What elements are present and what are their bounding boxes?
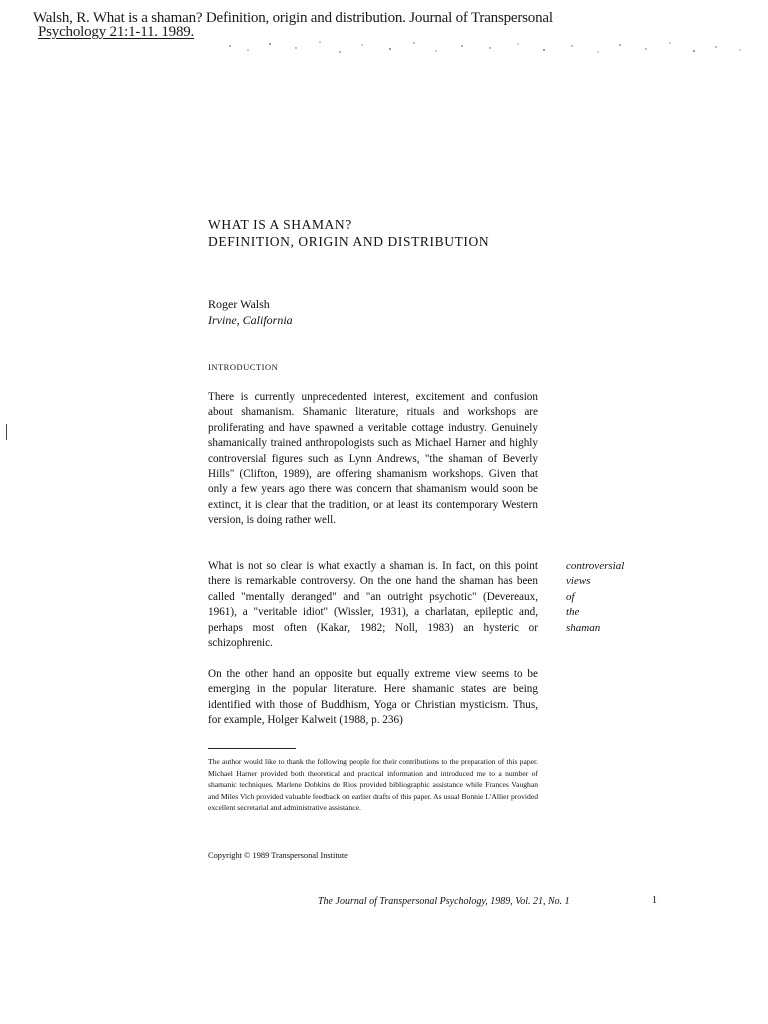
margin-note-line: shaman xyxy=(566,621,601,634)
section-heading: INTRODUCTION xyxy=(208,362,279,372)
author-affiliation: Irvine, California xyxy=(208,313,293,327)
journal-footer: The Journal of Transpersonal Psychology, 1989, Vol. 21, No. 1 xyxy=(318,896,570,907)
page-number: 1 xyxy=(652,895,657,906)
margin-note-line: of xyxy=(566,590,575,603)
article-subtitle: DEFINITION, ORIGIN AND DISTRIBUTION xyxy=(208,234,490,249)
margin-note-line: the xyxy=(566,606,580,619)
scan-edge-mark xyxy=(6,424,7,440)
body-paragraph-1: There is currently unprecedented interest, excitement and confusion about shamanism. Shamanic literature, rituals and workshops are proliferating and have spawned a veritable cottage industry. Genuinely shamanically trained anthropologists such as Michael Harner and highly controversial figures such as Lynn Andrews, "the shaman of Beverly Hills" (Clifton, 1989), are offering shamanism workshops. Given that only a few years ago there was concern that shamanism would soon be extinct, it is clear that the tradition, or at least its contemporary Western version, is doing rather well. xyxy=(208,391,538,527)
acknowledgement-footnote: The author would like to thank the following people for their contributions to the preparation of this paper. Michael Harner provided both theoretical and practical information and introduced me to a number of shamanic techniques. Marlene Dobkins de Rios provided bibliographic assistance while Frances Vaughan and Miles Vich provided valuable feedback on earlier drafts of this paper. As usual Bonnie L'Allier provided excellent secretarial and administrative assistance. xyxy=(208,757,538,813)
citation-line-1: Walsh, R. What is a shaman? Definition, origin and distribution. Journal of Transpersonal xyxy=(33,10,553,26)
article-title: WHAT IS A SHAMAN? xyxy=(208,217,352,232)
footnote-divider xyxy=(208,748,296,749)
author-name: Roger Walsh xyxy=(208,297,270,311)
citation-line-2: Psychology 21:1-11. 1989. xyxy=(38,24,195,40)
body-paragraph-2: What is not so clear is what exactly a shaman is. In fact, on this point there is remarkable controversy. On the one hand the shaman has been called "mentally deranged" and "an outright psychotic" (Devereaux, 1961), a "veritable idiot" (Wissler, 1931), a charlatan, epileptic and, perhaps most often (Kakar, 1982; Noll, 1983) an hysteric or schizophrenic. xyxy=(208,560,538,650)
scan-noise xyxy=(200,36,760,66)
body-paragraph-3: On the other hand an opposite but equally extreme view seems to be emerging in the popular literature. Here shamanic states are being identified with those of Buddhism, Yoga or Christian mysticism. Thus, for example, Holger Kalweit (1988, p. 236) xyxy=(208,668,538,727)
margin-note-line: controversial xyxy=(566,560,625,572)
margin-note-line: views xyxy=(566,575,591,588)
copyright-notice: Copyright © 1989 Transpersonal Institute xyxy=(208,851,348,860)
margin-note xyxy=(566,559,624,636)
